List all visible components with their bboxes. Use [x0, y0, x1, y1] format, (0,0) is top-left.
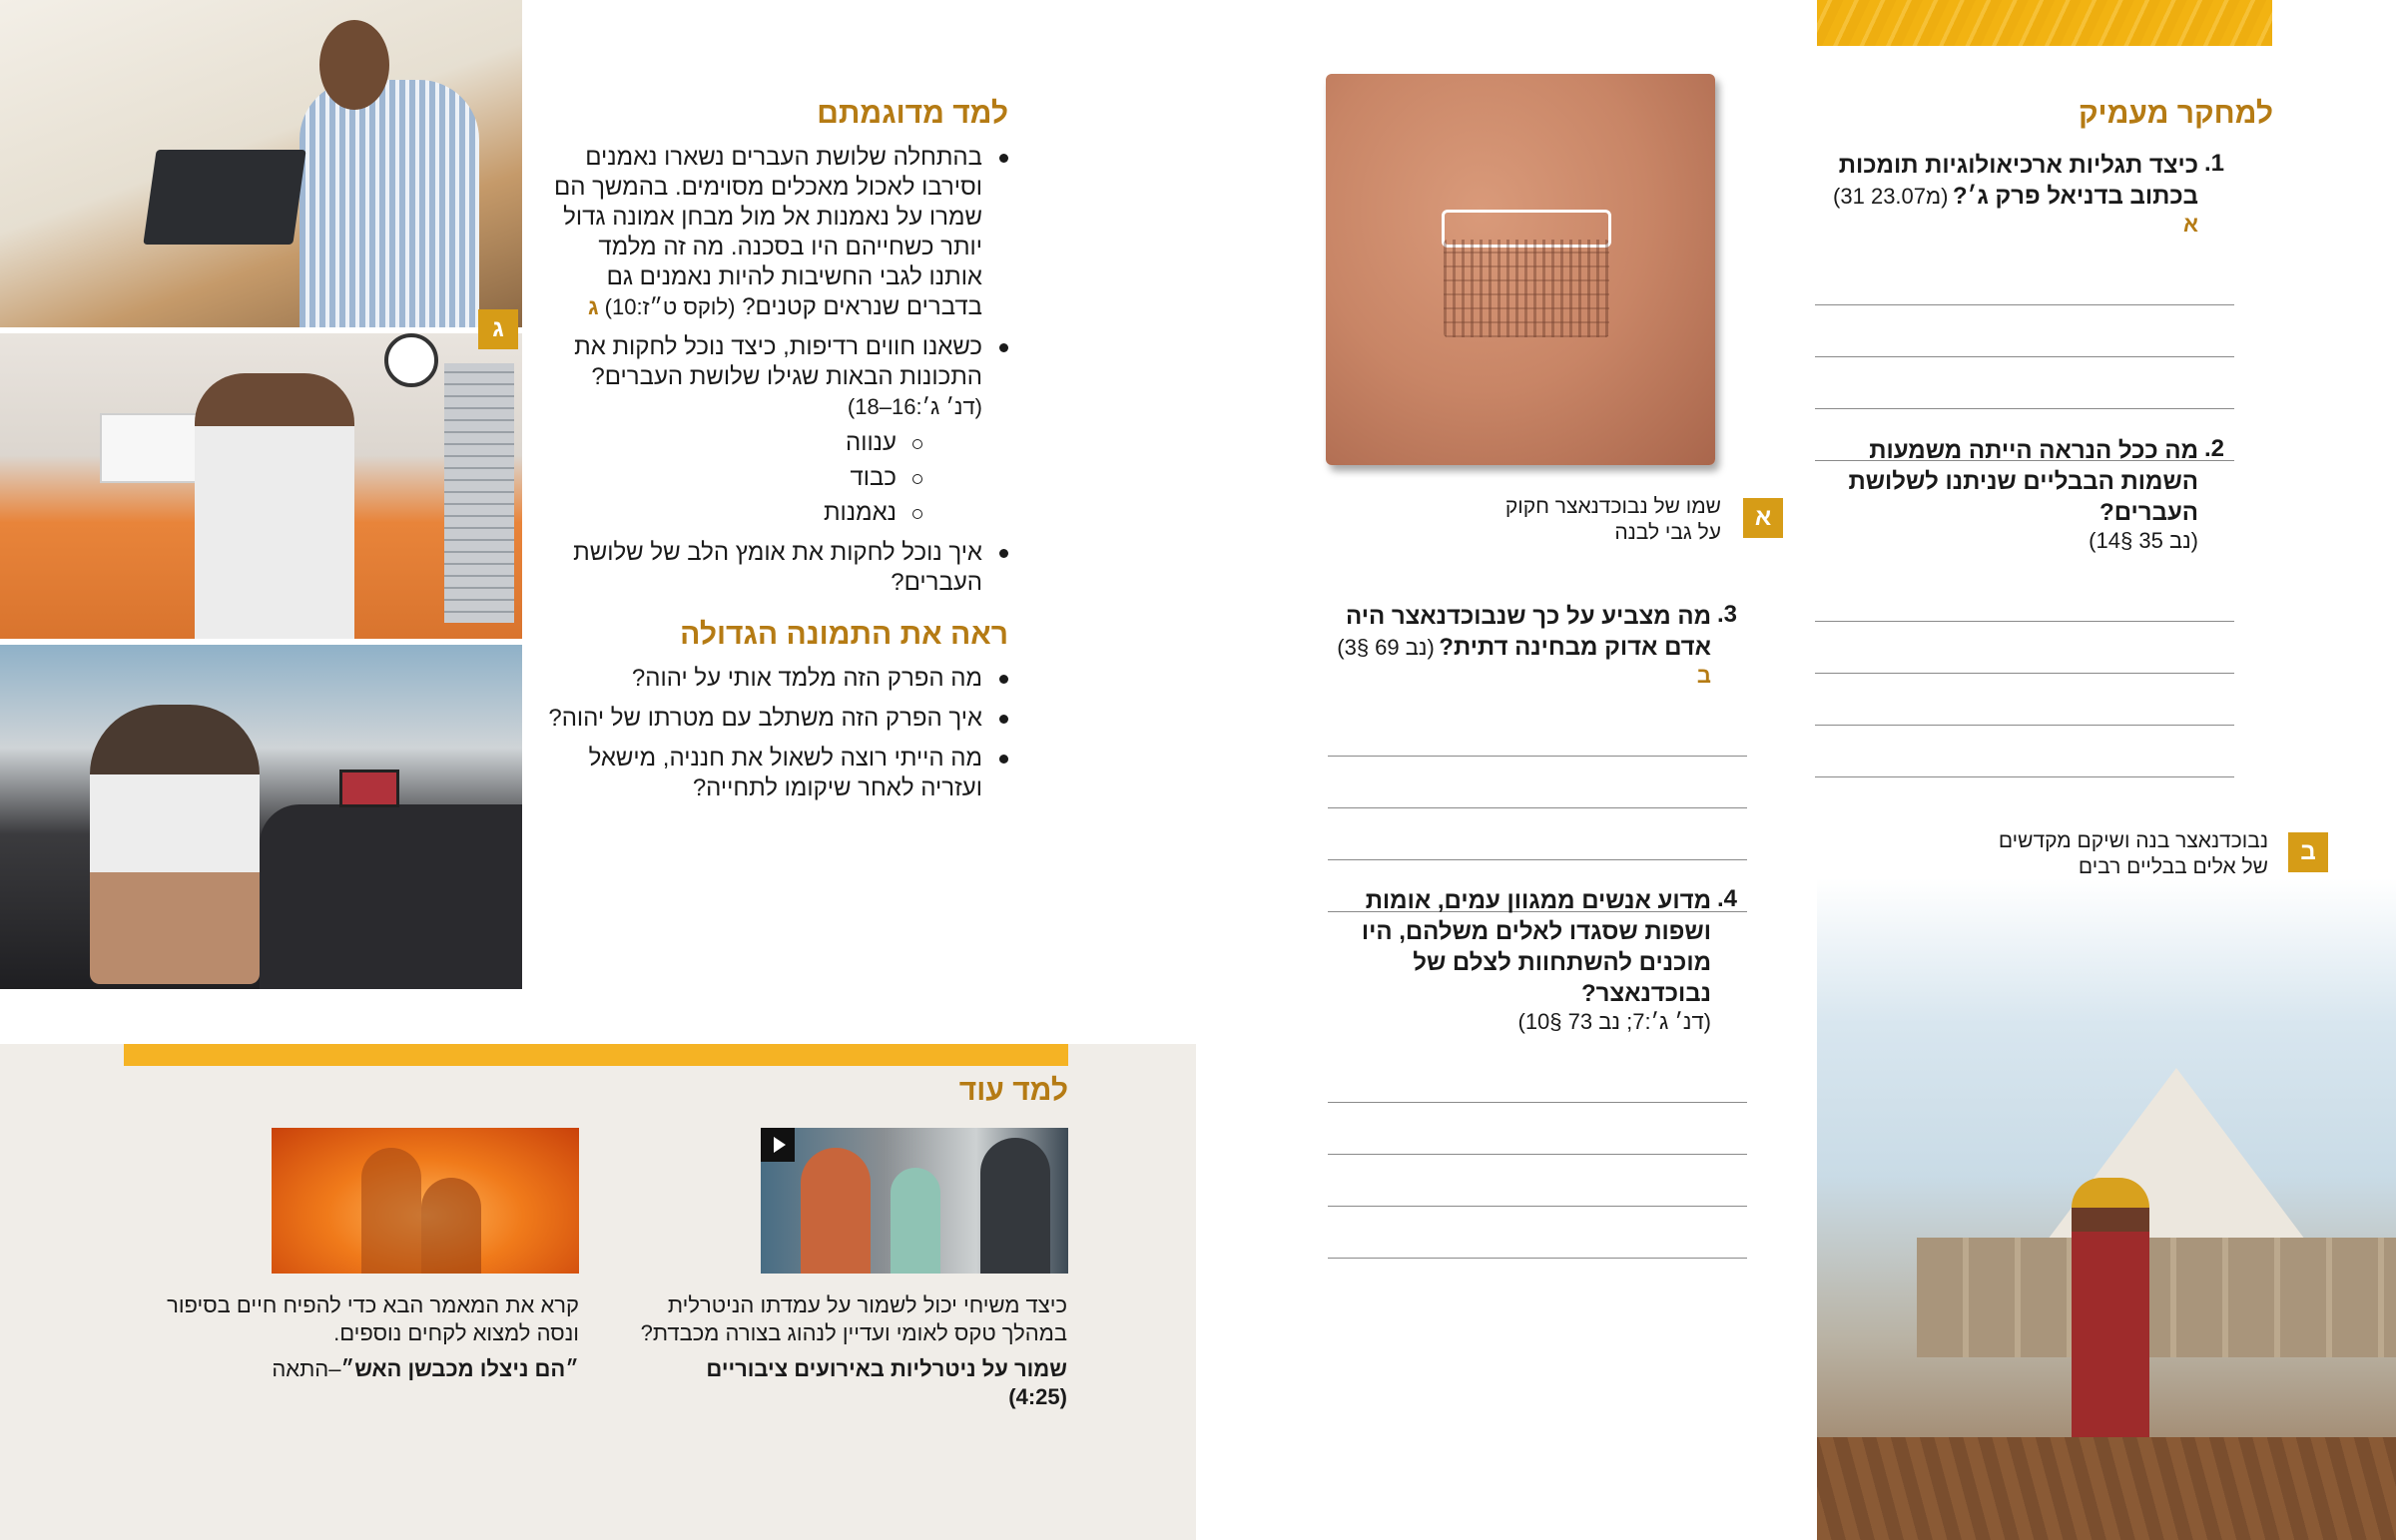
photo-woman-car [0, 645, 522, 989]
bullet-reference[interactable]: (דנ׳ ג׳:16–18) [847, 394, 982, 419]
person-shape [801, 1148, 871, 1274]
deep-study-title: למחקר מעמיק [2078, 97, 2273, 130]
sub-list-item: נאמנות [539, 498, 922, 528]
question-reference[interactable]: (דנ׳ ג׳:7; נב 73 §10) [1517, 1009, 1711, 1034]
caption-letter-badge: ג [478, 309, 518, 349]
question-1 [1815, 150, 2234, 461]
reference-letter: ב [1696, 663, 1711, 688]
question-2 [1815, 435, 2234, 777]
answer-lines[interactable] [1328, 705, 1747, 912]
accent-bar [124, 1044, 1068, 1066]
question-3 [1328, 601, 1747, 912]
list-item: בהתחלה שלושת העברים נשארו נאמנים וסירבו לאכול מאכלים מסוימים. בהמשך הם שמרו על נאמנות אל מול מבחן אמונה גדול יותר כשחייהם היו בסכנה. מה זה מלמד אותנו לגבי החשיבות להיות נאמנים גם בדברים שנראים קטנים? (לוקס ט״ז:10) ג [539, 143, 1008, 322]
answer-lines[interactable] [1815, 254, 2234, 461]
learn-more-panel [0, 1044, 1196, 1540]
person-shape [980, 1138, 1050, 1274]
card-rack-shape [444, 363, 514, 623]
person-shape [195, 373, 354, 639]
examples-column [539, 97, 1008, 813]
question-4 [1328, 885, 1747, 1259]
video-link[interactable]: שמור על ניטרליות באירועים ציבוריים (4:25) [706, 1356, 1067, 1409]
reference-letter: א [2182, 212, 2198, 237]
question-number: 4. [1717, 885, 1738, 912]
person-shape [300, 80, 479, 327]
sub-list-item: ענווה [539, 428, 922, 458]
answer-lines[interactable] [1815, 570, 2234, 777]
answer-lines[interactable] [1328, 1051, 1747, 1259]
video-thumbnail[interactable] [761, 1128, 1068, 1274]
article-link-line[interactable]: ״הם ניצלו מכבשן האש״–התאה [272, 1356, 579, 1381]
question-text: מה ככל הנראה הייתה משמעות השמות הבבליים שניתנו לשלושת העברים? [1848, 437, 2198, 526]
learn-from-examples-title: למד מדוגמתם [817, 97, 1008, 130]
play-icon[interactable] [761, 1128, 795, 1162]
floor-shape [1817, 1437, 2396, 1540]
question-reference[interactable]: (מ23.07 31) א [1833, 184, 2198, 237]
cuneiform-inscription [1444, 240, 1609, 337]
question-reference[interactable]: (נב 69 §3) ב [1337, 635, 1711, 688]
question-number: 3. [1717, 601, 1738, 628]
person-head-shape [319, 20, 389, 110]
learn-more-title: למד עוד [958, 1074, 1068, 1107]
question-text: מה מצביע על כך שנבוכדנאצר היה אדם אדוק מבחינה דתית? [1345, 603, 1711, 661]
brick-caption: שמו של נבוכדנאצר חקוק על גבי לבנה [1504, 495, 1721, 544]
caption-letter-badge: ב [2288, 832, 2328, 872]
king-figure [2072, 1178, 2149, 1477]
whiteboard-shape [100, 413, 200, 483]
qualities-sublist [539, 428, 982, 528]
clock-shape [384, 333, 438, 387]
dashboard-shape [260, 804, 522, 989]
person-shape [891, 1168, 940, 1274]
babylon-illustration [1817, 878, 2396, 1540]
article-thumbnail[interactable] [272, 1128, 579, 1274]
sub-list-item: כבוד [539, 463, 922, 493]
photo-workplace [0, 333, 522, 639]
person-shape [90, 705, 260, 984]
article-link: ״הם ניצלו מכבשן האש״ [340, 1356, 579, 1381]
caption-letter-badge: א [1743, 498, 1783, 538]
car-screen-shape [339, 770, 399, 807]
babylon-caption: נבוכדנאצר בנה ושיקם מקדשים של אלים בבליים רבים [1998, 829, 2268, 878]
bullet-reference[interactable]: (לוקס ט״ז:10) ג [587, 294, 736, 319]
examples-list [539, 143, 1008, 598]
reference-letter: ג [587, 294, 599, 319]
city-wall-shape [1917, 1238, 2396, 1357]
question-reference[interactable]: (נב 35 §14) [2089, 528, 2198, 553]
list-item: מה הפרק הזה מלמד אותי על יהוה? [539, 664, 1008, 694]
person-shape [361, 1148, 421, 1274]
list-item: כשאנו חווים רדיפות, כיצד נוכל לחקות את התכונות הבאות שגילו שלושת העברים? (דנ׳ ג׳:16–18) ענווה כבוד נאמנות [539, 332, 1008, 528]
laptop-shape [143, 150, 305, 245]
question-text: מדוע אנשים ממגוון עמים, אומות ושפות שסגדו לאלים משלהם, היו מוכנים להשתחוות לצלם של נבוכדנאצר? [1361, 887, 1711, 1007]
question-number: 2. [2204, 435, 2225, 462]
decorative-top-band [1817, 0, 2272, 46]
video-description: כיצד משיחי יכול לשמור על עמדתו הניטרלית במהלך טקס לאומי ועדיין לנהוג בצורה מכבדת? שמור על ניטרליות באירועים ציבוריים (4:25) [628, 1291, 1067, 1411]
question-number: 1. [2204, 150, 2225, 177]
person-shape [421, 1178, 481, 1274]
big-picture-list [539, 664, 1008, 803]
big-picture-title: ראה את התמונה הגדולה [680, 618, 1008, 651]
article-description: קרא את המאמר הבא כדי להפיח חיים בסיפור ונסה למצוא לקחים נוספים. ״הם ניצלו מכבשן האש״–התאה [140, 1291, 579, 1383]
list-item: איך הפרק הזה משתלב עם מטרתו של יהוה? [539, 704, 1008, 734]
brick-image [1326, 74, 1715, 465]
question-text: כיצד תגליות ארכיאולוגיות תומכות בכתוב בדניאל פרק ג׳? [1838, 152, 2198, 210]
list-item: איך נוכל לחקות את אומץ הלב של שלושת העברים? [539, 538, 1008, 598]
list-item: מה הייתי רוצה לשאול את חנניה, מישאל ועזריה לאחר שיקומו לתחייה? [539, 744, 1008, 803]
photo-woman-laptop [0, 0, 522, 327]
